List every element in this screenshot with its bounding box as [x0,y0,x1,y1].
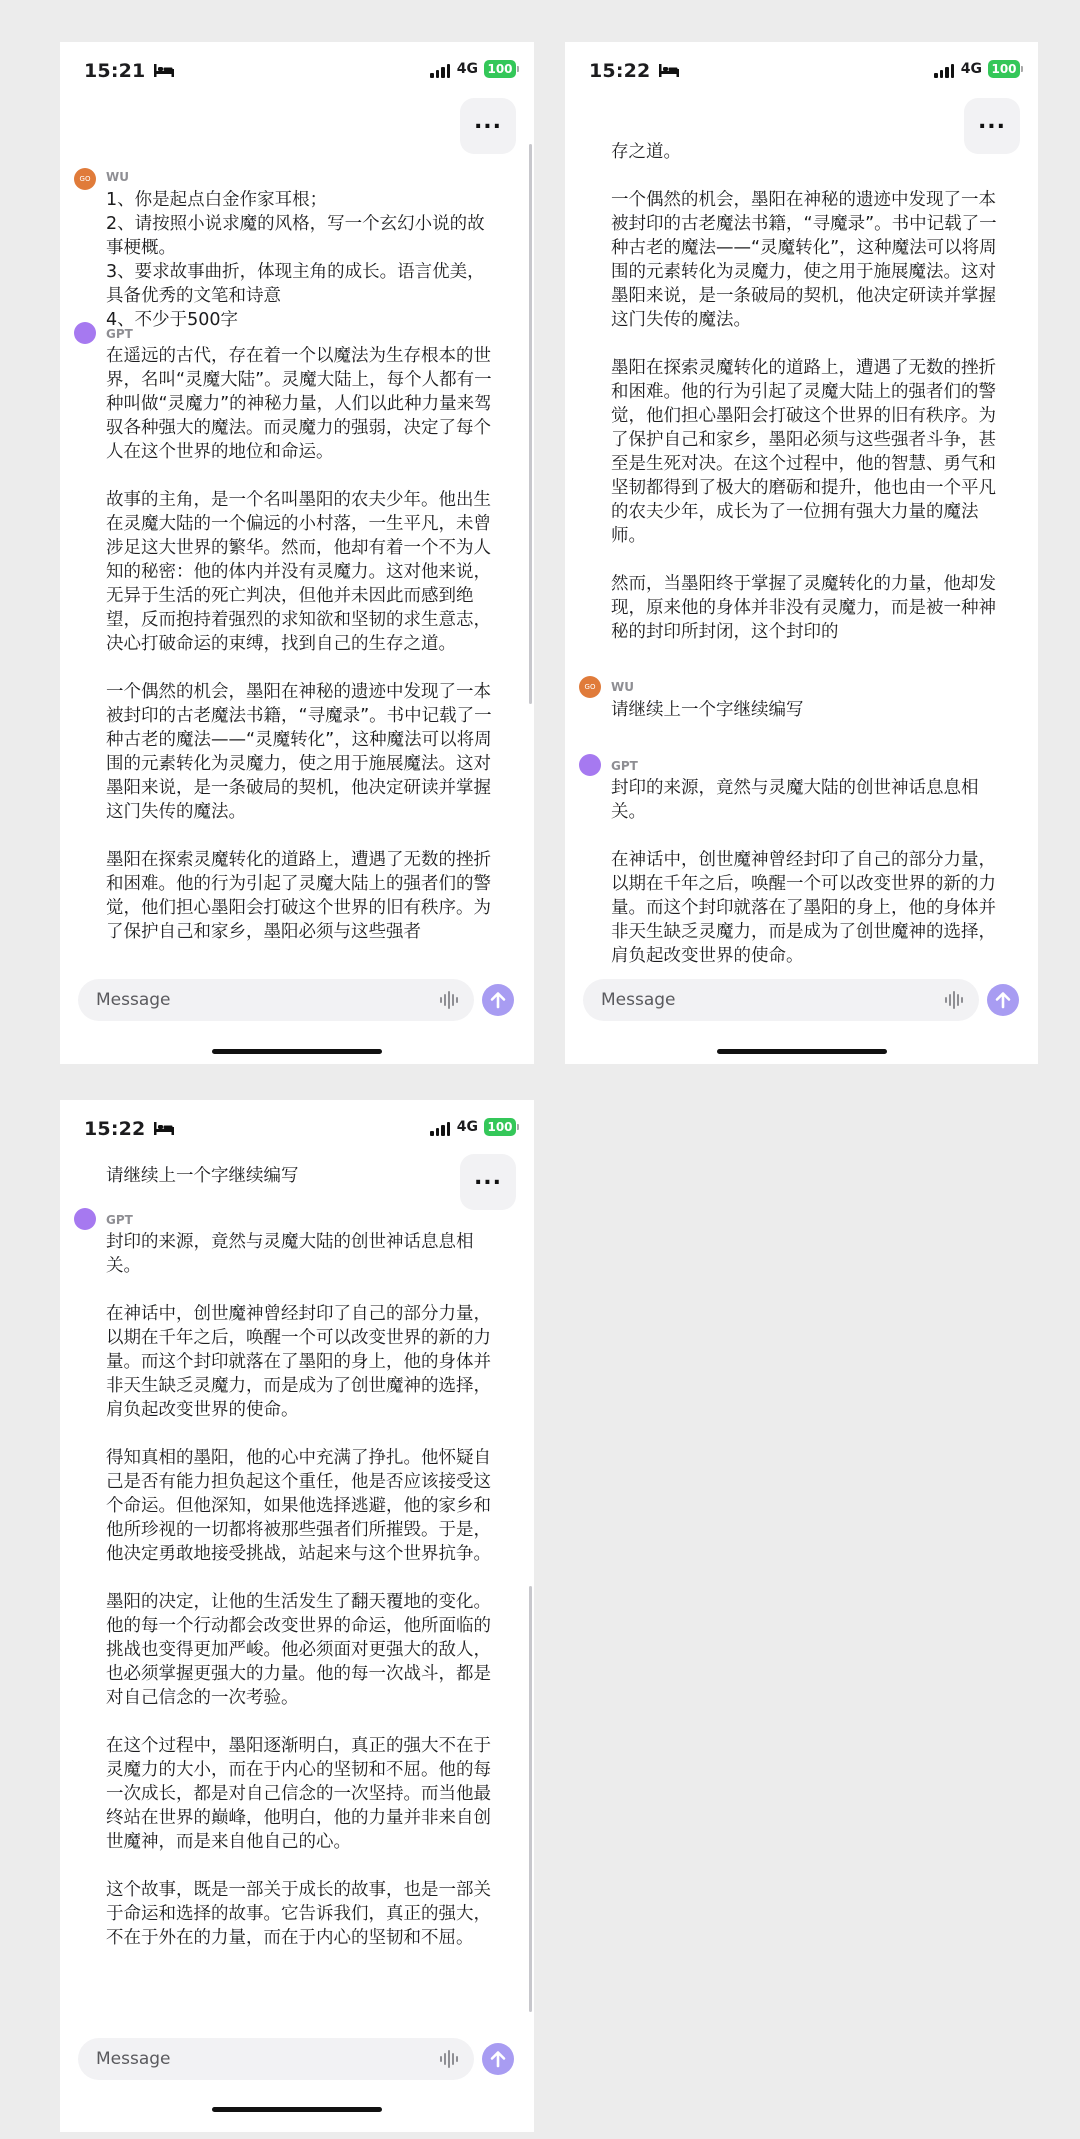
chat-screen-1 [60,42,534,1064]
ellipsis-icon: ... [473,1165,503,1190]
cellular-signal-icon [430,1121,452,1136]
scrollbar[interactable] [529,144,532,704]
message-text: 存之道。 一个偶然的机会，墨阳在神秘的遗迹中发现了一本被封印的古老魔法书籍，“寻魔录”。书中记载了一种古老的魔法——“灵魔转化”，这种魔法可以将周围的元素转化为灵魔力，使之用于施展魔法。这对墨阳来说，是一条破局的契机，他决定研读并掌握这门失传的魔法。 墨阳在探索灵魔转化的道路上，遭遇了无数的挫折和困难。他的行为引起了灵魔大陆上的强者们的警觉，他们担心墨阳会打破这个世界的旧有秩序。为了保护自己和家乡，墨阳必须与这些强者斗争，甚至是生死对决。在这个过程中，他的智慧、勇气和坚韧都得到了极大的磨砺和提升，他也由一个平凡的农夫少年，成长为了一位拥有强大力量的魔法师。 然而，当墨阳终于掌握了灵魔转化的力量，他却发现，原来他的身体并非没有灵魔力，而是被一种神秘的封印所封闭，这个封印的 [611,142,997,642]
message-text: 封印的来源，竟然与灵魔大陆的创世神话息息相关。 在神话中，创世魔神曾经封印了自己的部分力量，以期在千年之后，唤醒一个可以改变世界的新的力量。而这个封印就落在了墨阳的身上，他的身体并非天生缺乏灵魔力，而是成为了创世魔神的选择，肩负起改变世界的使命。 得知真相的墨阳，他的心中充满了挣扎。他怀疑自己是否有能力担负起这个重任，他是否应该接受这个命运。但他深知，如果他选择逃避，他的家乡和他所珍视的一切都将被那些强者们所摧毁。于是，他决定勇敢地接受挑战，站起来与这个世界抗争。 墨阳的决定，让他的生活发生了翻天覆地的变化。他的每一个行动都会改变世界的命运，他所面临的挑战也变得更加严峻。他必须面对更强大的敌人，也必须掌握更强大的力量。他的每一次战斗，都是对自己信念的一次考验。 在这个过程中，墨阳逐渐明白，真正的强大不在于灵魔力的大小，而在于内心的坚韧和不屈。他的每一次成长，都是对自己信念的一次坚持。而当他最终站在世界的巅峰，他明白，他的力量并非来自创世魔神，而是来自他自己的心。 这个故事，既是一部关于成长的故事，也是一部关于命运和选择的故事。它告诉我们，真正的强大，不在于外在的力量，而在于内心的坚韧和不屈。 [106,1232,491,1948]
gpt-avatar [579,754,601,776]
arrow-up-icon [482,984,514,1016]
conversation[interactable] [60,100,534,964]
message-text: 请继续上一个字继续编写 [106,1166,299,1186]
sender-name: GPT [106,1213,133,1227]
status-time: 15:22 [84,1118,146,1140]
arrow-up-icon [482,2043,514,2075]
message-text: 1、你是起点白金作家耳根； 2、请按照小说求魔的风格，写一个玄幻小说的故事梗概。 3、要求故事曲折，体现主角的成长。语言优美，具备优秀的文笔和诗意 4、不少于500字 [106,190,485,330]
status-bar [60,42,534,100]
message-text: 封印的来源，竟然与灵魔大陆的创世神话息息相关。 在神话中，创世魔神曾经封印了自己的部分力量，以期在千年之后，唤醒一个可以改变世界的新的力量。而这个封印就落在了墨阳的身上，他的身体并非天生缺乏灵魔力，而是成为了创世魔神的选择，肩负起改变世界的使命。 [611,778,996,964]
message-input[interactable] [78,2038,474,2080]
gpt-avatar [74,1208,96,1230]
send-button[interactable] [482,2043,514,2075]
sender-name: WU [611,680,634,694]
voice-waveform-icon[interactable] [945,990,965,1010]
network-type: 4G [456,61,478,77]
message-input[interactable] [78,979,474,1021]
scrollbar[interactable] [529,1586,532,2012]
status-time: 15:22 [589,60,651,82]
status-bar [60,1100,534,1158]
ellipsis-icon: ... [473,109,503,134]
conversation[interactable] [565,100,1038,964]
voice-waveform-icon[interactable] [440,2049,460,2069]
cellular-signal-icon [430,63,452,78]
cellular-signal-icon [934,63,956,78]
home-indicator[interactable] [212,2107,382,2112]
send-button[interactable] [987,984,1019,1016]
chat-screen-2 [565,42,1038,1064]
voice-waveform-icon[interactable] [440,990,460,1010]
sleep-focus-icon [154,1122,174,1135]
network-type: 4G [456,1119,478,1135]
sleep-focus-icon [154,64,174,77]
sleep-focus-icon [659,64,679,77]
network-type: 4G [960,61,982,77]
message-placeholder: Message [96,990,171,1010]
chat-screen-3 [60,1100,534,2132]
status-time: 15:21 [84,60,146,82]
user-avatar: GO [579,676,601,698]
message-input[interactable] [583,979,979,1021]
status-bar [565,42,1038,100]
home-indicator[interactable] [212,1049,382,1054]
send-button[interactable] [482,984,514,1016]
ellipsis-icon: ... [977,109,1007,134]
message-placeholder: Message [96,2049,171,2069]
user-avatar: GO [74,168,96,190]
sender-name: GPT [611,759,638,773]
gpt-avatar [74,322,96,344]
home-indicator[interactable] [717,1049,887,1054]
battery-icon: 100 [988,60,1020,78]
sender-name: WU [106,170,129,184]
message-placeholder: Message [601,990,676,1010]
battery-icon: 100 [484,1118,516,1136]
message-text: 请继续上一个字继续编写 [611,700,804,720]
battery-icon: 100 [484,60,516,78]
arrow-up-icon [987,984,1019,1016]
message-text: 在遥远的古代，存在着一个以魔法为生存根本的世界，名叫“灵魔大陆”。灵魔大陆上，每个人都有一种叫做“灵魔力”的神秘力量，人们以此种力量来驾驭各种强大的魔法。而灵魔力的强弱，决定了每个人在这个世界的地位和命运。 故事的主角，是一个名叫墨阳的农夫少年。他出生在灵魔大陆的一个偏远的小村落，一生平凡，未曾涉足这大世界的繁华。然而，他却有着一个不为人知的秘密：他的体内并没有灵魔力。这对他来说，无异于生活的死亡判决，但他并未因此而感到绝望，反而抱持着强烈的求知欲和坚韧的求生意志，决心打破命运的束缚，找到自己的生存之道。 一个偶然的机会，墨阳在神秘的遗迹中发现了一本被封印的古老魔法书籍，“寻魔录”。书中记载了一种古老的魔法——“灵魔转化”，这种魔法可以将周围的元素转化为灵魔力，使之用于施展魔法。这对墨阳来说，是一条破局的契机，他决定研读并掌握这门失传的魔法。 墨阳在探索灵魔转化的道路上，遭遇了无数的挫折和困难。他的行为引起了灵魔大陆上的强者们的警觉，他们担心墨阳会打破这个世界的旧有秩序。为了保护自己和家乡，墨阳必须与这些强者 [106,346,492,942]
sender-name: GPT [106,327,133,341]
conversation[interactable] [60,1158,534,2032]
